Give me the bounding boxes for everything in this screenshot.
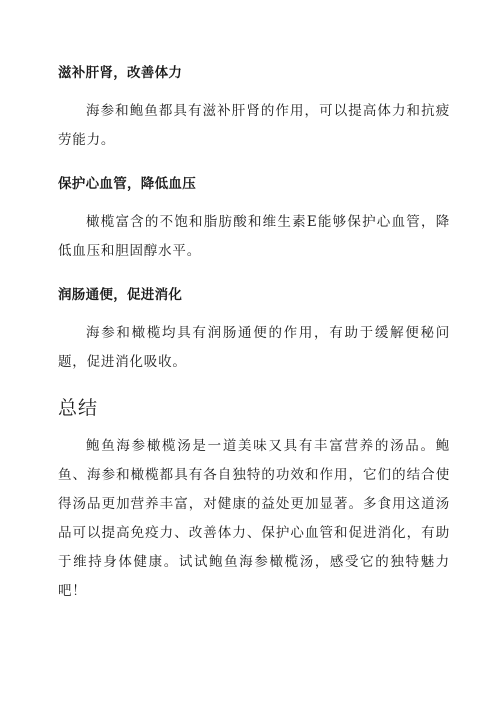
section-body-liver-kidney: 海参和鲍鱼都具有滋补肝肾的作用，可以提高体力和抗疲劳能力。 [58, 103, 450, 148]
summary-title: 总结 [58, 397, 99, 419]
section-body-cardiovascular: 橄榄富含的不饱和脂肪酸和维生素E能够保护心血管，降低血压和胆固醇水平。 [58, 214, 450, 259]
section-heading-digestion: 润肠通便，促进消化 [58, 287, 183, 303]
section-heading-liver-kidney: 滋补肝肾，改善体力 [58, 65, 183, 81]
section-heading-cardiovascular: 保护心血管，降低血压 [58, 176, 196, 192]
summary-body: 鲍鱼海参橄榄汤是一道美味又具有丰富营养的汤品。鲍鱼、海参和橄榄都具有各自独特的功效和作用，它们的结合使得汤品更加营养丰富，对健康的益处更加显著。多食用这道汤品可以提高免疫力、改善体力、保护心血管和促进消化，有助于维持身体健康。试试鲍鱼海参橄榄汤，感受它的独特魅力吧！ [58, 438, 450, 599]
section-body-digestion: 海参和橄榄均具有润肠通便的作用，有助于缓解便秘问题，促进消化吸收。 [58, 325, 450, 370]
